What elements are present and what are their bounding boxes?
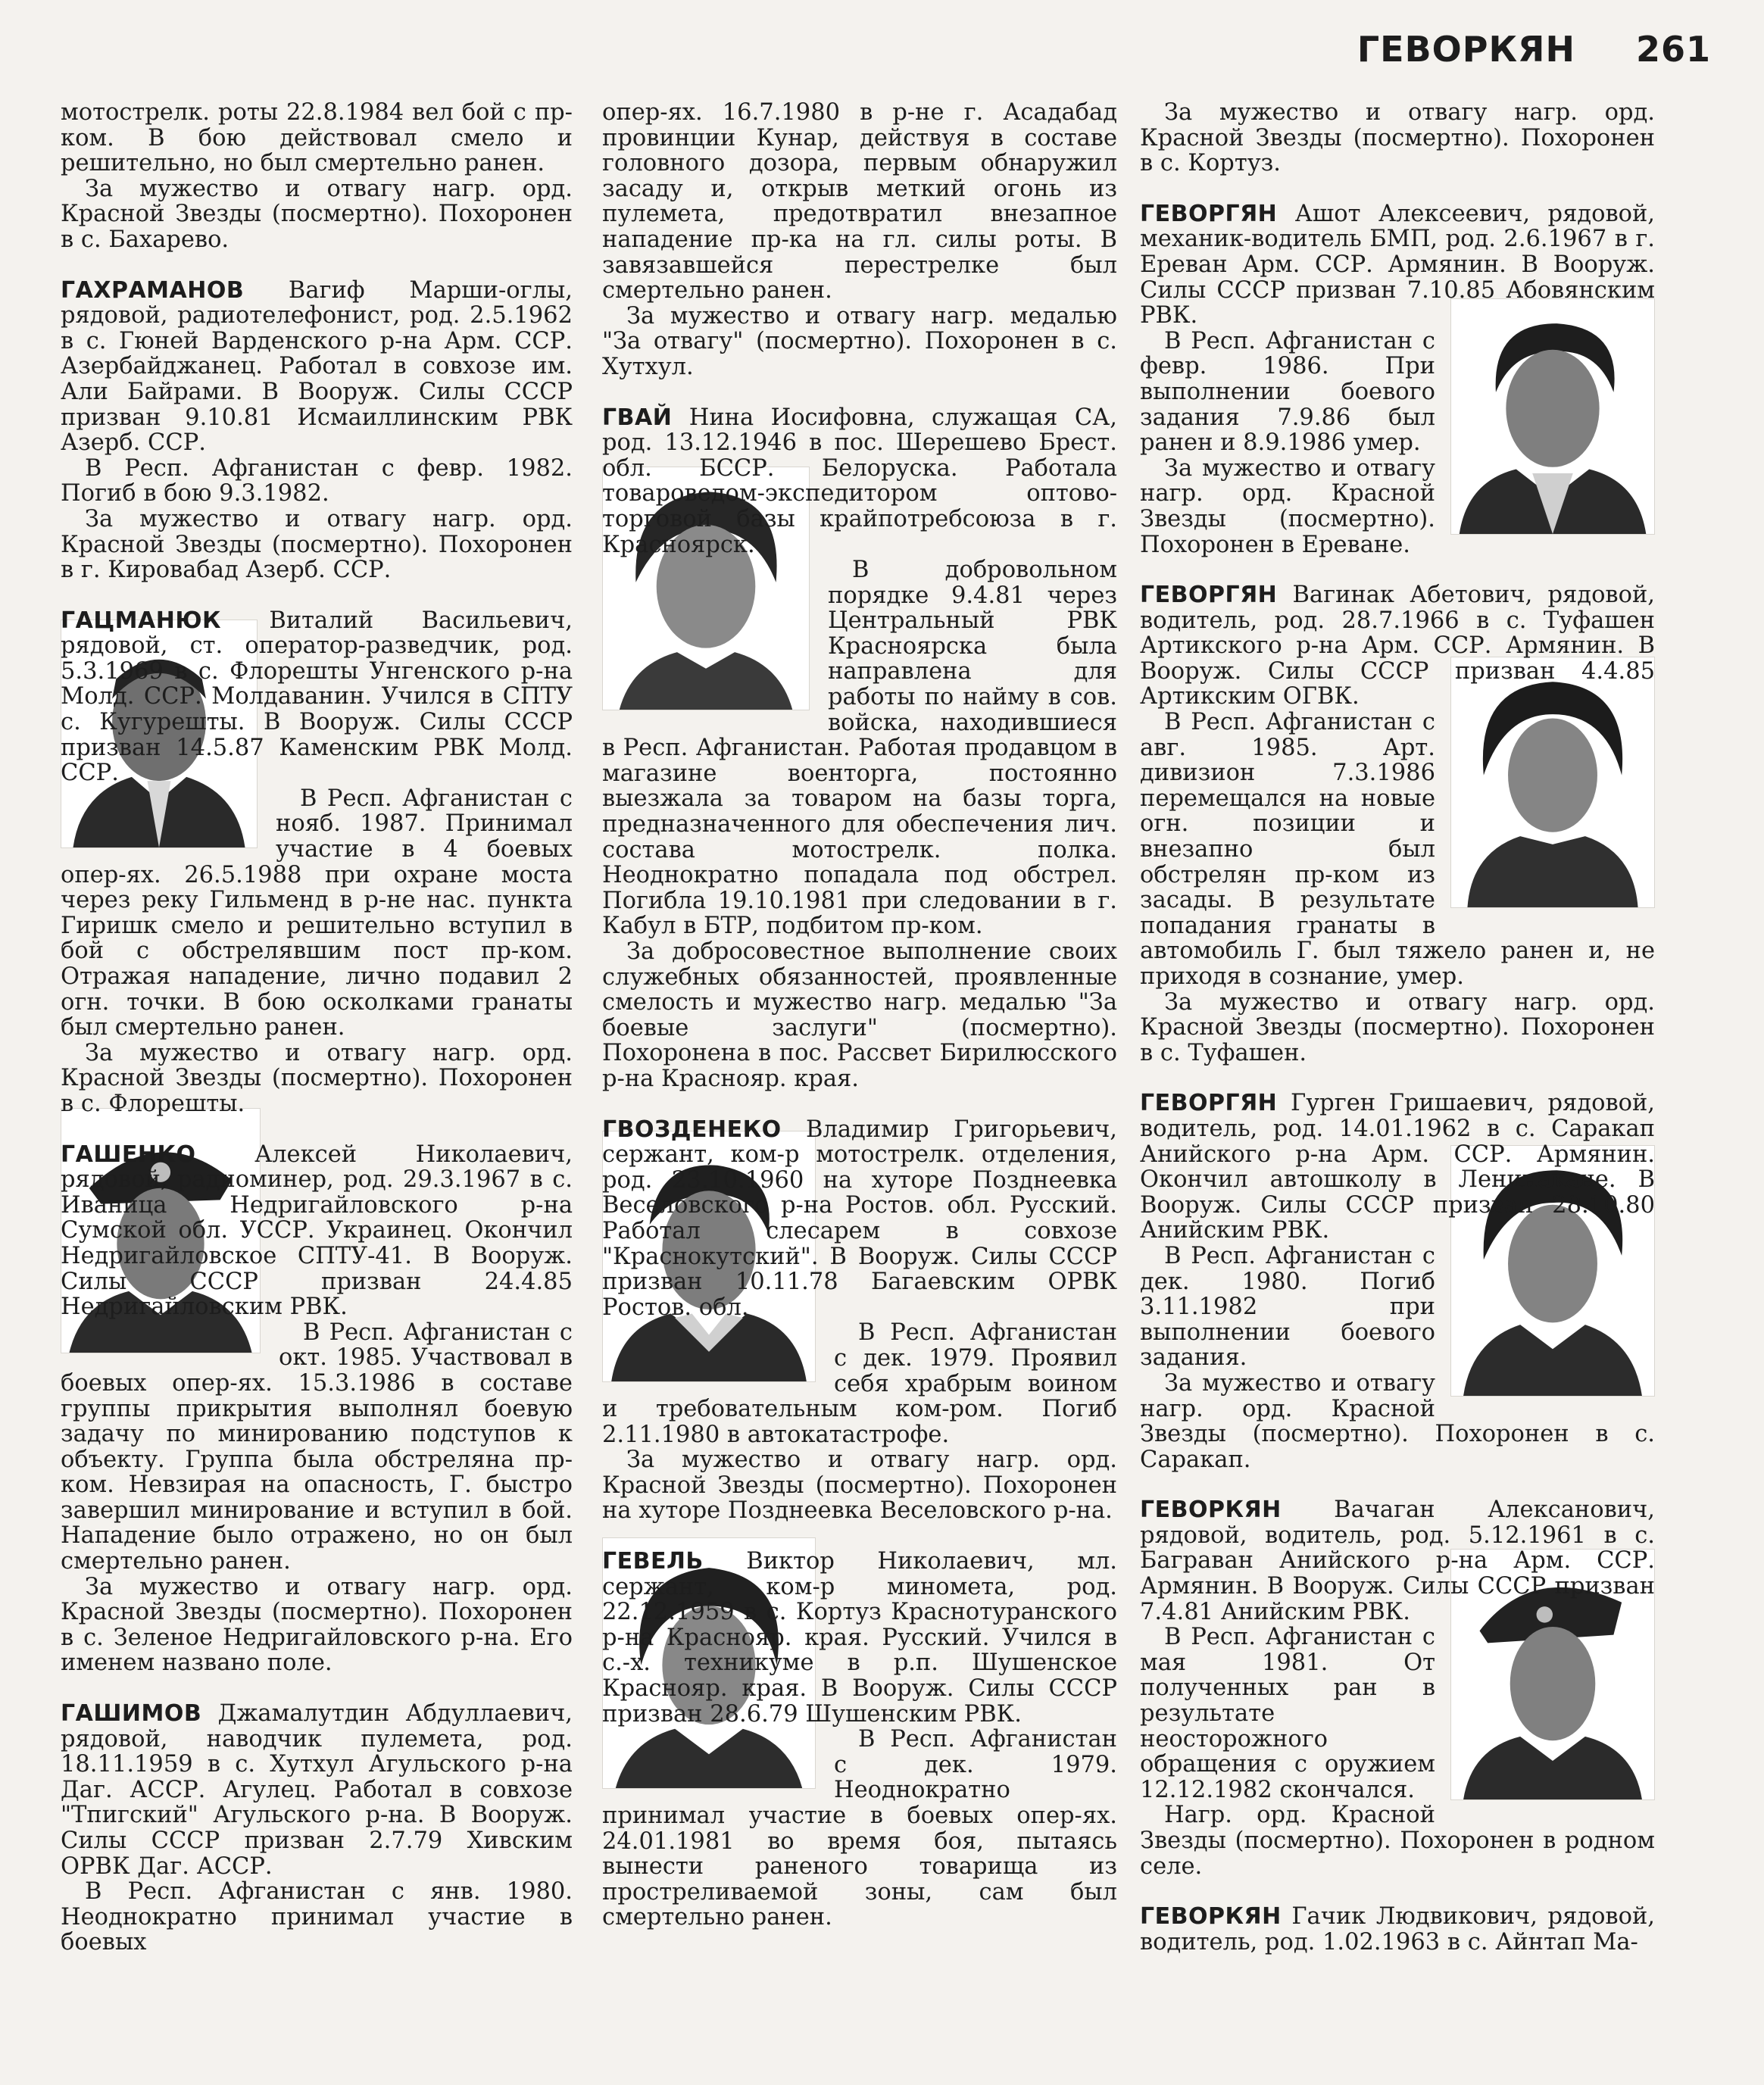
entry-gakhramanov <box>61 278 573 583</box>
entry-gevorgyan-gurgen <box>1140 1091 1655 1472</box>
entry-award: За мужество и отвагу нагр. орд. Красной Звезды (посмертно). Похоронен в г. Кировабад Азерб. ССР. <box>61 505 573 584</box>
entry-headword: ГЕВЕЛЬ <box>602 1548 704 1575</box>
entry-headword: ГАШЕНКО <box>61 1141 196 1168</box>
entry-gashimov <box>61 1701 573 1955</box>
entry-award: Нагр. орд. Красной Звезды (посмертно). Похоронен в родном селе. <box>1140 1802 1655 1880</box>
portrait-image <box>1451 657 1654 907</box>
running-head-title: ГЕВОРКЯН <box>1357 29 1575 70</box>
entry-service: В Респ. Афганистан с февр. 1982. Погиб в бою 9.3.1982. <box>61 454 573 507</box>
entry-service: В Респ. Афганистан с авг. 1985. Арт. дивизион 7.3.1986 перемещался на новые огн. позиции и внезапно был обстрелян пр-ком из засады. В результате попадания гранаты в автомобиль Г. был тяжело ранен и, не приходя в сознание, умер. <box>1140 709 1655 990</box>
column-2 <box>602 100 1117 2062</box>
portrait-photo <box>1450 298 1655 535</box>
entry-text: мотострелк. роты 22.8.1984 вел бой с пр-ком. В бою действовал смело и решительно, но был смертельно ранен. <box>61 100 573 177</box>
entry-service: В добровольном порядке 9.4.81 через Центральный РВК Красноярска была направлена для работы по найму в сов. войска, находившиеся в Респ. Афганистан. Работая продавцом в магазине военторга, постоянно выезжала за товаром на базы торга, предназначенного для обеспечения лич. состава мотострелк. полка. Неоднократно попадала под обстрел. Погибла 19.10.1981 при следовании в г. Кабул в БТР, подбитом пр-ком. <box>602 557 1117 940</box>
entry-headword: ГЕВОРГЯН <box>1140 582 1278 609</box>
entry-service: В Респ. Афганистан с окт. 1985. Участвовал в боевых опер-ях. 15.3.1986 в составе группы прикрытия выполнял боевую задачу по минированию подступов к объекту. Группа была обстреляна пр-ком. Невзирая на опасность, Г. быстро завершил минирование и вступил в бой. Нападение было отражено, но он был смертельно ранен. <box>61 1319 573 1575</box>
entry-gevorgyan-vaginak <box>1140 582 1655 1066</box>
entry-service: В Респ. Афганистан с янв. 1980. Неоднократно принимал участие в боевых <box>61 1878 573 1956</box>
entry-service: В Респ. Афганистан с мая 1981. От полученных ран в результате неосторожного обращения с оружием 12.12.1982 скончался. <box>1140 1624 1435 1803</box>
entry-headword: ГАЦМАНЮК <box>61 607 222 634</box>
portrait-image <box>1451 299 1654 534</box>
entry-continued-khutkhul <box>602 100 1117 380</box>
entry-gevorgyan-ashot <box>1140 201 1655 557</box>
portrait-photo <box>1450 657 1655 908</box>
entry-continued-kortuz <box>1140 100 1655 176</box>
entry-headword: ГАХРАМАНОВ <box>61 276 245 304</box>
entry-gashenko <box>61 1142 573 1676</box>
entry-award: За мужество и отвагу нагр. орд. Красной Звезды (посмертно). Похоронен в с. Зеленое Недригайловского р-на. Его именем названо поле. <box>61 1573 573 1677</box>
entry-gevel <box>602 1549 1117 1930</box>
entry-text: Гачик Людвикович, рядовой, водитель, род. 1.02.1963 в с. Айнтап Ма- <box>1140 1903 1655 1955</box>
entry-text: Вагинак Абетович, рядовой, водитель, род. 28.7.1966 в с. Туфашен Артикского р-на Арм. ССР. Армянин. В Вооруж. Силы СССР призван 4.4.85 Артикским ОГВК. <box>1140 582 1655 710</box>
entry-headword: ГЕВОРКЯН <box>1140 1903 1282 1930</box>
entry-award: За мужество и отвагу нагр. орд. Красной Звезды (посмертно). Похоронен в с. Туфашен. <box>1140 988 1655 1066</box>
entry-gatsmaniuk <box>61 608 573 1117</box>
entry-headword: ГВОЗДЕНЕКО <box>602 1116 782 1143</box>
column-1 <box>61 100 573 2062</box>
entry-award: За мужество и отвагу нагр. орд. Красной Звезды (посмертно). Похоронен в с. Флорешты. <box>61 1039 573 1117</box>
entry-service: В Респ. Афганистан с нояб. 1987. Принимал участие в 4 боевых опер-ях. 26.5.1988 при охране моста через реку Гильменд в р-не нас. пункта Гиришк смело и решительно вступил в бой с обстрелявшим пост пр-ком. Отражая нападение, лично подавил 2 огн. точки. В бою осколками гранаты был смертельно ранен. <box>61 785 573 1041</box>
entry-gevorkyan-gachik <box>1140 1904 1655 1955</box>
entry-award: За мужество и отвагу нагр. орд. Красной Звезды (посмертно). Похоронен в Ереване. <box>1140 454 1435 558</box>
entry-text: Ашот Алексеевич, рядовой, механик-водитель БМП, род. 2.6.1967 в г. Ереван Арм. ССР. Армянин. В Вооруж. Силы СССР призван 7.10.85 Абовянским РВК. <box>1140 200 1655 329</box>
entry-award: За добросовестное выполнение своих служебных обязанностей, проявленные смелость и мужество нагр. медалью "За боевые заслуги" (посмертно). Похоронена в пос. Рассвет Бирилюсского р-на Краснояр. края. <box>602 938 1117 1092</box>
entry-award: За мужество и отвагу нагр. орд. Красной Звезды (посмертно). Похоронен на хуторе Позднеевка Веселовского р-на. <box>602 1447 1117 1525</box>
entry-text: Виталий Васильевич, рядовой, ст. оператор-разведчик, род. 5.3.1969 в с. Флорешты Унгенского р-на Молд. ССР. Молдаванин. Учился в СПТУ с. Кугурешты. В Вооруж. Силы СССР призван 14.5.87 Каменским РВК Молд. ССР. <box>61 607 573 787</box>
entry-award: За мужество и отвагу нагр. орд. Красной Звезды (посмертно). Похоронен в с. Бахарево. <box>61 175 573 253</box>
entry-service: В Респ. Афганистан с дек. 1979. Проявил себя храбрым воином и требовательным ком-ром. Погиб 2.11.1980 в автокатастрофе. <box>602 1319 1117 1448</box>
column-3 <box>1140 100 1655 2062</box>
page-number: 261 <box>1635 29 1711 70</box>
entry-service: В Респ. Афганистан с февр. 1986. При выполнении боевого задания 7.9.86 был ранен и 8.9.1986 умер. <box>1140 327 1435 457</box>
entry-service: В Респ. Афганистан с дек. 1979. Неоднократно принимал участие в боевых опер-ях. 24.01.1981 во время боя, пытаясь вынести раненого товарища из простреливаемой зоны, сам был смертельно ранен. <box>602 1726 1117 1931</box>
entry-headword: ГЕВОРКЯН <box>1140 1497 1282 1524</box>
entry-text: опер-ях. 16.7.1980 в р-не г. Асадабад провинции Кунар, действуя в составе головного дозора, первым обнаружил засаду и, открыв меткий огонь из пулемета, предотвратил внезапное нападение пр-ка на гл. силы роты. В завязавшейся перестрелке был смертельно ранен. <box>602 100 1117 304</box>
entry-gevorkyan-vachagan <box>1140 1497 1655 1879</box>
entry-headword: ГЕВОРГЯН <box>1140 1090 1278 1117</box>
entry-headword: ГЕВОРГЯН <box>1140 200 1278 227</box>
entry-text: Нина Иосифовна, служащая СА, род. 13.12.1946 в пос. Шерешево Брест. обл. БССР. Белоруска. Работала товароведом-экспедитором оптово-торговой базы крайпотребсоюза в г. Красноярск. <box>602 404 1117 558</box>
entry-text: Вагиф Марши-оглы, рядовой, радиотелефонист, род. 2.5.1962 в с. Гюней Варденского р-на Арм. ССР. Азербайджанец. Работал в совхозе им. Али Байрами. В Вооруж. Силы СССР призван 9.10.81 Исмаиллинским РВК Азерб. ССР. <box>61 276 573 457</box>
entry-text: Алексей Николаевич, рядовой, радиоминер, род. 29.3.1967 в с. Иваница Недригайловского р-на Сумской обл. УССР. Украинец. Окончил Недригайловское СПТУ-41. В Вооруж. Силы СССР призван 24.4.85 Недригайловским РВК. <box>61 1141 573 1321</box>
running-head <box>1357 29 1711 70</box>
entry-award: За мужество и отвагу нагр. медалью "За отвагу" (посмертно). Похоронен в с. Хутхул. <box>602 302 1117 380</box>
entry-continued-bakharevo <box>61 100 573 253</box>
entry-gvai <box>602 405 1117 1092</box>
entry-headword: ГВАЙ <box>602 404 673 431</box>
entry-award: За мужество и отвагу нагр. орд. Красной Звезды (посмертно). Похоронен в с. Кортуз. <box>1140 100 1655 177</box>
entry-gvozdeneko <box>602 1117 1117 1525</box>
entry-text: Владимир Григорьевич, сержант, ком-р мотострелк. отделения, род. 23.10.1960 на хуторе Позднеевка Веселовского р-на Ростов. обл. Русский. Работал слесарем в совхозе "Краснокутский". В Вооруж. Силы СССР призван 10.11.78 Багаевским ОРВК Ростов. обл. <box>602 1116 1117 1321</box>
entry-text: Джамалутдин Абдуллаевич, рядовой, наводчик пулемета, род. 18.11.1959 в с. Хутхул Агульского р-на Даг. АССР. Агулец. Работал в совхозе "Тпигский" Агульского р-на. В Вооруж. Силы СССР призван 2.7.79 Хивским ОРВК Даг. АССР. <box>61 1700 573 1880</box>
entry-text: Вачаган Алексанович, рядовой, водитель, род. 5.12.1961 в с. Баграван Анийского р-на Арм. ССР. Армянин. В Вооруж. Силы СССР призван 7.4.81 Анийским РВК. <box>1140 1497 1655 1625</box>
entry-service: В Респ. Афганистан с дек. 1980. Погиб 3.11.1982 при выполнении боевого задания. <box>1140 1242 1435 1372</box>
entry-headword: ГАШИМОВ <box>61 1700 202 1728</box>
entry-text: Виктор Николаевич, мл. сержант, ком-р минометa, род. 22.12.1959 в с. Кортуз Краснотуранского р-на Краснояр. края. Русский. Учился в с.-х. техникуме в р.п. Шушенское Краснояр. края. В Вооруж. Силы СССР призван 28.6.79 Шушенским РВК. <box>602 1548 1117 1728</box>
entry-award: За мужество и отвагу нагр. орд. Красной Звезды (посмертно). Похоронен в с. Саракап. <box>1140 1369 1655 1473</box>
entry-text: Гурген Гришаевич, рядовой, водитель, род. 14.01.1962 в с. Саракап Анийского р-на Арм. ССР. Армянин. Окончил автошколу в Ленинакане. В Вооруж. Силы СССР призван 28.10.80 Анийским РВК. <box>1140 1090 1655 1244</box>
